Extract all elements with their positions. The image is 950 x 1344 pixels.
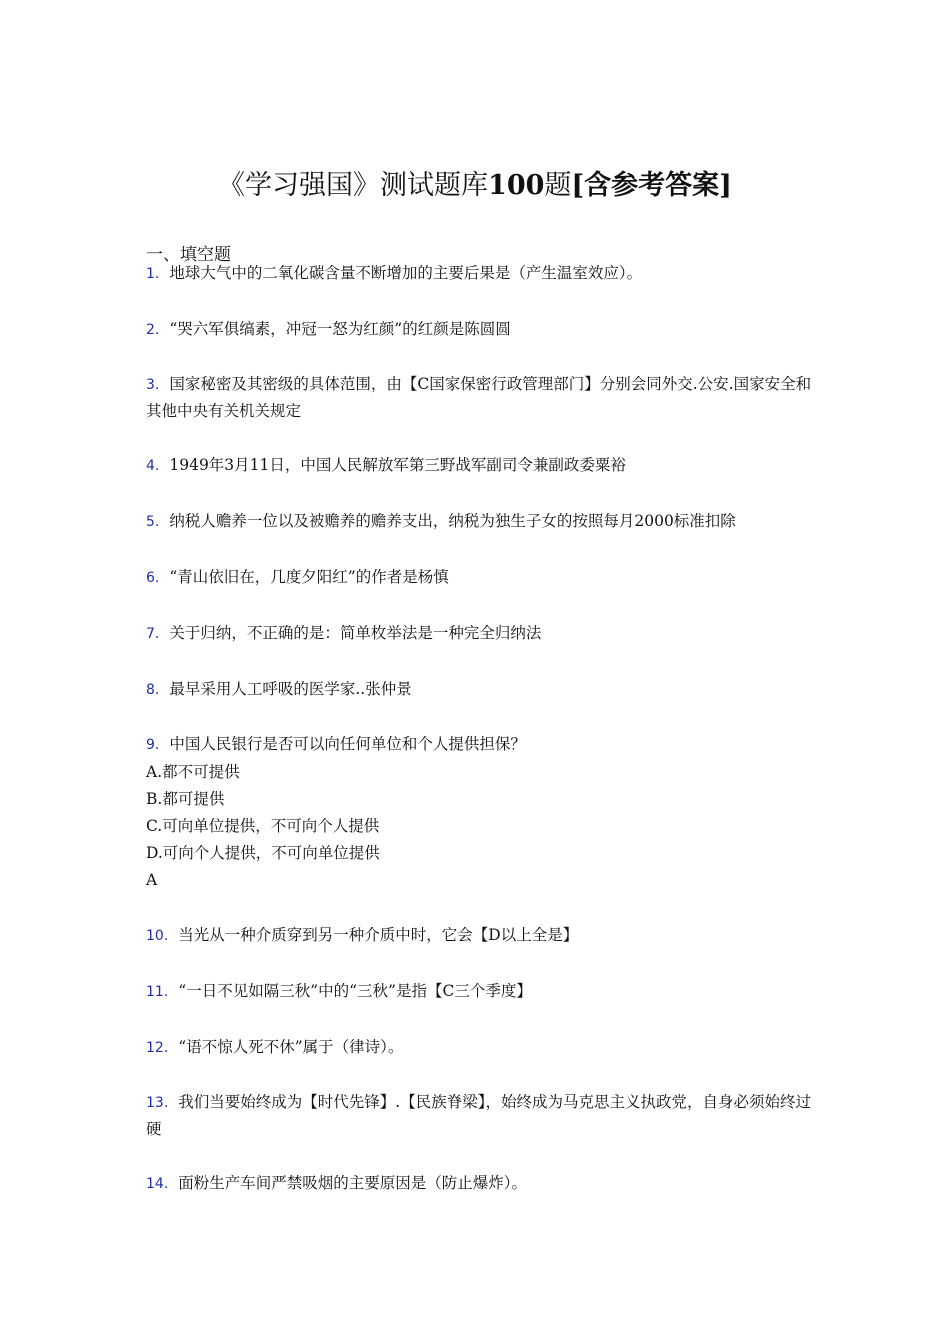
question-number: 9.: [146, 737, 160, 753]
question-number: 2.: [146, 322, 160, 338]
question-text: 我们当要始终成为【时代先锋】.【民族脊梁】，始终成为马克思主义执政党，自身必须始终过硬: [146, 1093, 811, 1138]
question-number: 5.: [146, 514, 160, 530]
question-number: 7.: [146, 626, 160, 642]
question-5: [146, 508, 814, 535]
question-number: 1.: [146, 266, 160, 282]
question-2: [146, 316, 814, 343]
option-d: D.可向个人提供，不可向单位提供: [146, 844, 380, 862]
question-3: [146, 371, 814, 424]
document-title: 《学习强国》测试题库100题[含参考答案]: [218, 170, 732, 201]
question-text: 中国人民银行是否可以向任何单位和个人提供担保？: [169, 735, 526, 753]
question-number: 8.: [146, 682, 160, 698]
question-number: 4.: [146, 458, 160, 474]
question-number: 3.: [146, 377, 160, 393]
answer: A: [146, 871, 158, 889]
question-8: [146, 676, 814, 703]
question-13: [146, 1089, 814, 1142]
question-text: 国家秘密及其密级的具体范围，由【C国家保密行政管理部门】分别会同外交.公安.国家安全和其他中央有关机关规定: [146, 375, 812, 420]
question-number: 12.: [146, 1040, 169, 1056]
question-text: “哭六军俱缟素，冲冠一怒为红颜”的红颜是陈圆圆: [169, 320, 511, 338]
question-number: 6.: [146, 570, 160, 586]
question-text: 当光从一种介质穿到另一种介质中时，它会【D以上全是】: [178, 926, 579, 944]
question-10: [146, 922, 814, 949]
question-number: 14.: [146, 1176, 169, 1192]
question-text: “青山依旧在，几度夕阳红”的作者是杨慎: [169, 568, 449, 586]
option-b: B.都可提供: [146, 790, 225, 808]
question-text: “语不惊人死不休”属于（律诗）。: [178, 1038, 404, 1056]
question-number: 10.: [146, 928, 169, 944]
question-text: 最早采用人工呼吸的医学家..张仲景: [169, 680, 412, 698]
question-text: “一日不见如隔三秋”中的“三秋”是指【C三个季度】: [178, 982, 532, 1000]
question-number: 11.: [146, 984, 169, 1000]
question-text: 地球大气中的二氧化碳含量不断增加的主要后果是（产生温室效应）。: [169, 264, 643, 282]
question-6: [146, 564, 814, 591]
question-7: [146, 620, 814, 647]
question-1: [146, 260, 814, 287]
question-number: 13.: [146, 1095, 169, 1111]
question-4: [146, 452, 814, 479]
question-text: 1949年3月11日，中国人民解放军第三野战军副司令兼副政委粟裕: [169, 456, 626, 474]
question-11: [146, 978, 814, 1005]
question-12: [146, 1034, 814, 1061]
question-text: 纳税人赡养一位以及被赡养的赡养支出，纳税为独生子女的按照每月2000标准扣除: [169, 512, 736, 530]
option-c: C.可向单位提供，不可向个人提供: [146, 817, 380, 835]
question-9: [146, 731, 814, 894]
section-heading: 一、填空题: [146, 245, 231, 265]
option-a: A.都不可提供: [146, 763, 240, 781]
question-14: [146, 1170, 814, 1197]
question-text: 关于归纳，不正确的是：简单枚举法是一种完全归纳法: [169, 624, 542, 642]
question-text: 面粉生产车间严禁吸烟的主要原因是（防止爆炸）。: [178, 1174, 528, 1192]
